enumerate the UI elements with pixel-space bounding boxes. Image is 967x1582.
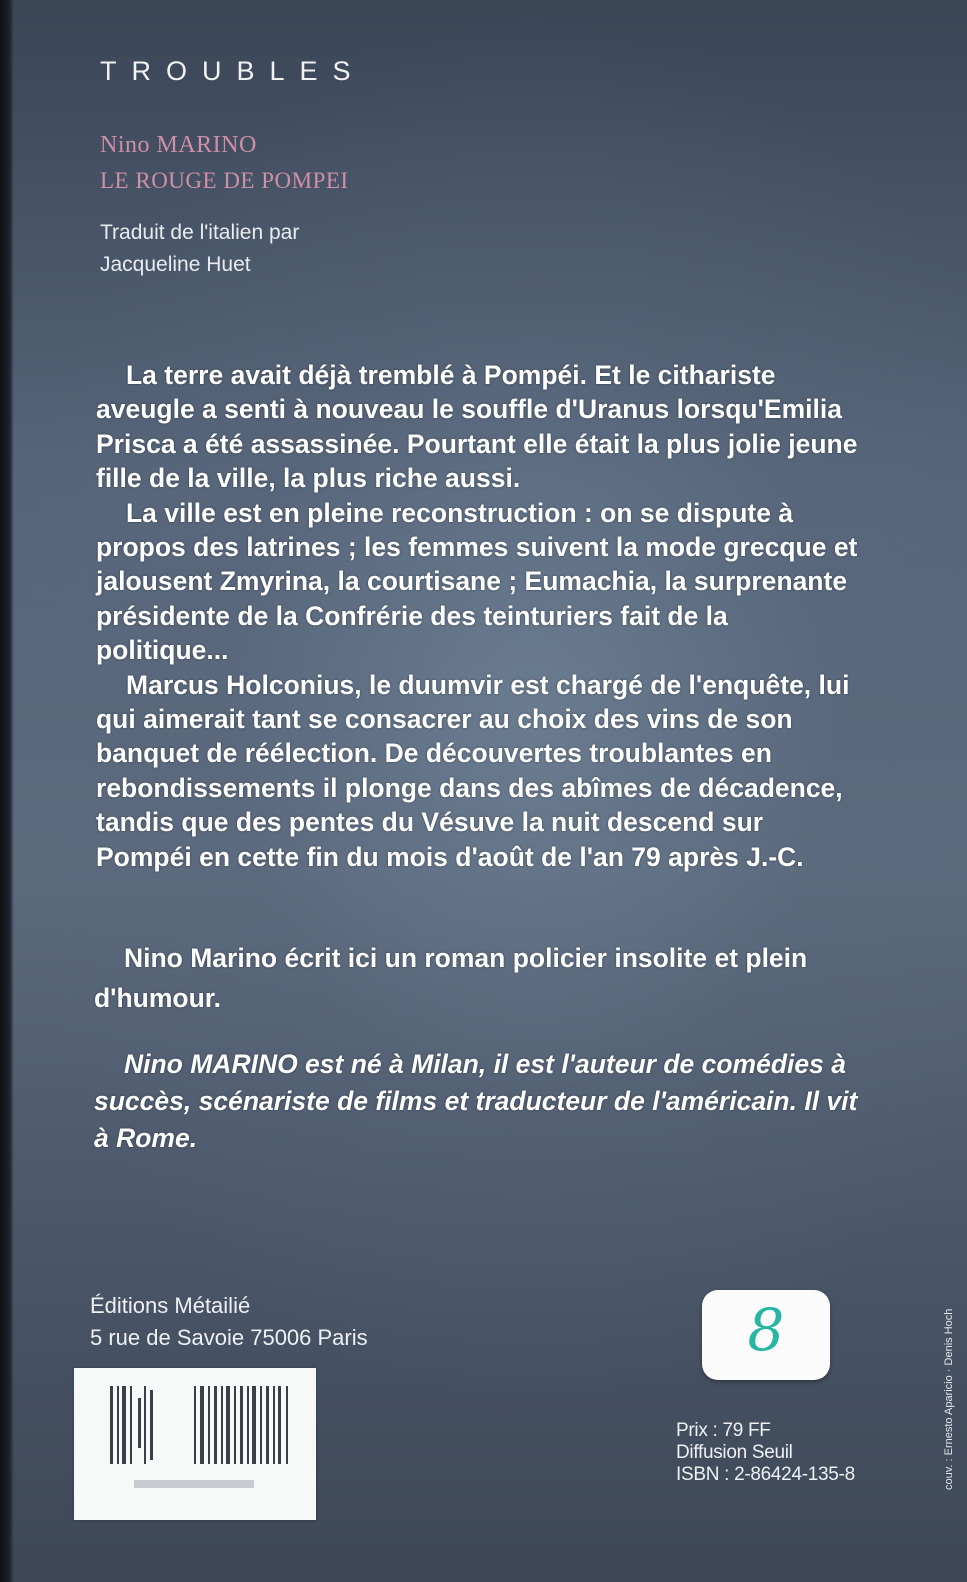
handwritten-sticker xyxy=(702,1290,830,1380)
collection-name: TROUBLES xyxy=(100,56,366,86)
cover-credit: couv. : Ernesto Aparicio · Denis Hoch xyxy=(943,1308,955,1490)
cover-spine-edge xyxy=(0,0,14,1582)
blurb xyxy=(96,358,866,874)
blurb-paragraph-1: La terre avait déjà tremblé à Pompéi. Et le cithariste aveugle a senti à nouveau le souffle d'Uranus lorsqu'Emilia Prisca a été assassinée. Pourtant elle était la plus jolie jeune fille de la ville, la plus riche aussi. xyxy=(96,360,858,494)
translation-line-1: Traduit de l'italien par xyxy=(100,221,300,244)
barcode xyxy=(74,1368,316,1520)
author-name: Nino MARINO xyxy=(100,132,257,158)
price-label: Prix : 79 FF xyxy=(676,1420,771,1441)
author-bio: Nino MARINO est né à Milan, il est l'auteur de comédies à succès, scénariste de films et traducteur de l'américain. Il vit à Rome. xyxy=(94,1049,858,1153)
isbn-label: ISBN : 2-86424-135-8 xyxy=(676,1464,855,1485)
genre-note: Nino Marino écrit ici un roman policier insolite et plein d'humour. xyxy=(94,943,808,1013)
barcode-bars-icon xyxy=(74,1368,316,1520)
publisher-name: Éditions Métailié xyxy=(90,1293,251,1318)
publisher-block xyxy=(90,1290,368,1354)
blurb-paragraph-2: La ville est en pleine reconstruction : on se dispute à propos des latrines ; les femmes suivent la mode grecque et jalousent Zmyrina, la courtisane ; Eumachia, la surprenante présidente de la Confrérie des teinturiers fait de la politique... xyxy=(96,497,858,666)
translator-name: Jacqueline Huet xyxy=(100,253,251,276)
publisher-address: 5 rue de Savoie 75006 Paris xyxy=(90,1325,368,1350)
translation-credit xyxy=(100,217,299,281)
distribution-label: Diffusion Seuil xyxy=(676,1442,793,1463)
blurb-paragraph-3: Marcus Holconius, le duumvir est chargé de l'enquête, lui qui aimerait tant se consacrer au choix des vins de son banquet de réélection. De découvertes troublantes en rebondissements il plonge dans des abîmes de décadence, tandis que des pentes du Vésuve la nuit descend sur Pompéi en cette fin du mois d'août de l'an 79 après J.-C. xyxy=(96,669,850,872)
sticker-number: 8 xyxy=(747,1296,785,1364)
pricing-block xyxy=(676,1420,855,1486)
book-title: LE ROUGE DE POMPEI xyxy=(100,168,349,193)
